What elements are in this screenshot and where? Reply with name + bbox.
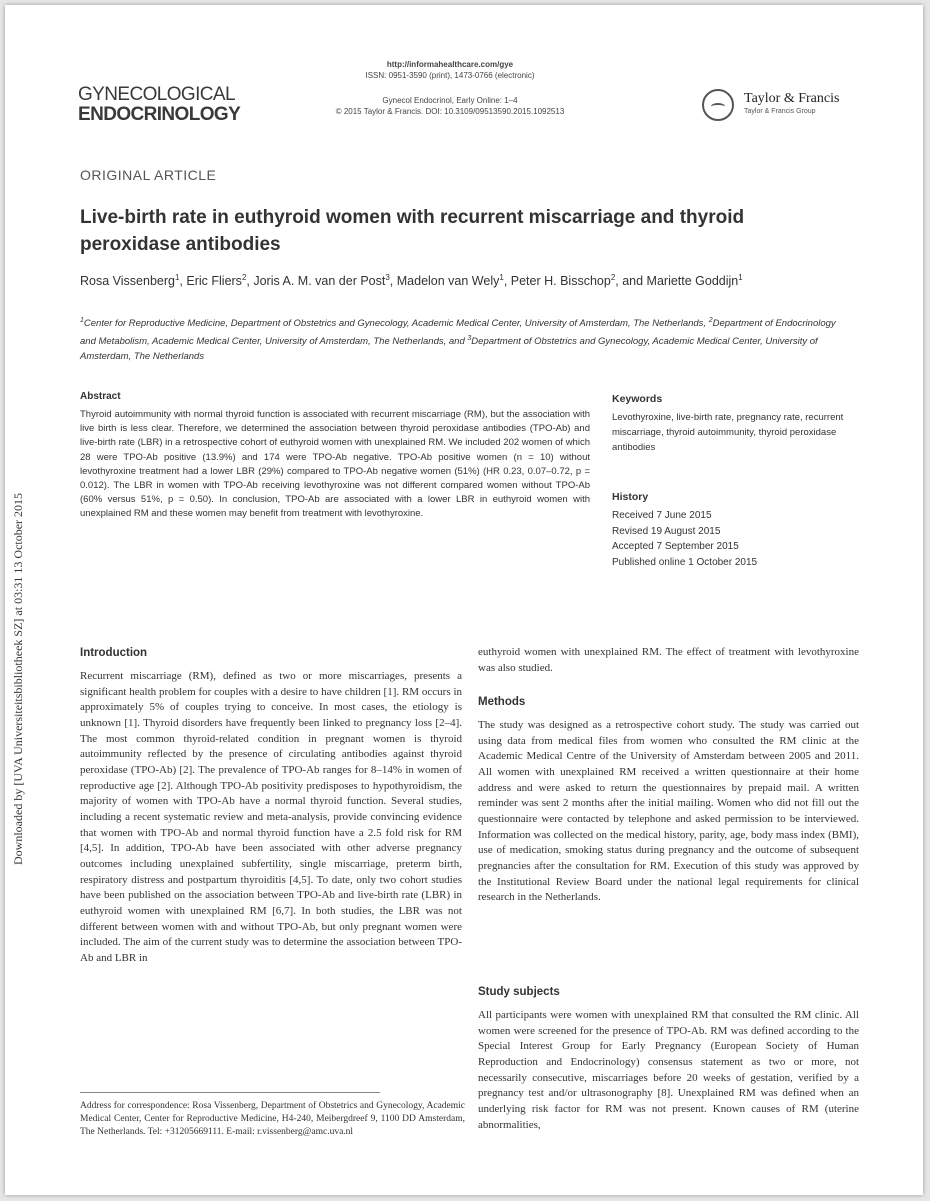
publisher-name: Taylor & Francis: [744, 91, 840, 106]
author-separator: ,: [389, 274, 397, 289]
author-name: Eric Fliers: [186, 274, 242, 289]
affiliation-marker: 2: [708, 317, 713, 324]
author-affiliation-marker: 1: [499, 273, 504, 282]
methods-text: The study was designed as a retrospective cohort study. The study was carried out using data from medical files from women who consulted the RM clinic at the Academic Medical Centre of the University of Amsterdam between 2005 and 2011. All women with unexplained RM received a written questionnaire at their home address and were asked to return the questionnaires by prepaid mail. A written reminder was sent 2 months after the initial mailing. Women who did not fill out the questionnaire were contacted by telephone and asked permission to be interviewed. Information was collected on the medical history, parity, age, body mass index (BMI), use of medication, smoking status during pregnancy and the outcome of subsequent pregnancies after the consultation for RM. Execution of this study was approved by the Institutional Review Board under the national legal requirements for clinical research in the Netherlands.: [478, 719, 859, 904]
journal-copyright: © 2015 Taylor & Francis. DOI: 10.3109/09513590.2015.1092513: [335, 107, 565, 116]
author-separator: ,: [246, 274, 254, 289]
author-affiliation-marker: 3: [385, 273, 390, 282]
publisher-emblem-icon: [702, 89, 734, 121]
journal-logo-line1: GYNECOLOGICAL: [78, 84, 235, 105]
study-subjects-text: All participants were women with unexplained RM that consulted the RM clinic. All women were screened for the presence of TPO-Ab. RM was defined according to the Special Interest Group for Early Pregnancy (European Society of Human Reproduction and Endocrinology) consensus statement as two or more, not necessarily consecutive, miscarriages before 20 weeks of gestation, verified by a pregnancy test and/or ultrasonography [8]. Unexplained RM was defined when an underlying risk factor for RM was not present. Known causes of RM (uterine abnormalities,: [478, 1009, 859, 1131]
author-name: Mariette Goddijn: [646, 274, 739, 289]
author-name: Joris A. M. van der Post: [253, 274, 386, 289]
methods-heading: Methods: [478, 696, 526, 708]
keywords-text: Levothyroxine, live-birth rate, pregnancy rate, recurrent miscarriage, thyroid autoimmunity, thyroid peroxidase antibodies: [612, 412, 844, 453]
author-affiliation-marker: 1: [174, 273, 180, 282]
introduction-heading: Introduction: [80, 647, 148, 659]
author-affiliation-marker: 2: [241, 273, 247, 282]
article-page: [5, 5, 923, 1195]
affiliation-marker: 1: [80, 317, 84, 324]
publisher-logo: [702, 89, 839, 121]
author-list: [80, 273, 880, 288]
article-title: Live-birth rate in euthyroid women with recurrent miscarriage and thyroid peroxidase antibodies: [80, 207, 745, 255]
introduction-continued: euthyroid women with unexplained RM. The effect of treatment with levothyroxine was also studied.: [478, 646, 859, 674]
history-list: [612, 508, 757, 570]
journal-info: [305, 59, 595, 117]
affiliation-marker: 3: [467, 335, 472, 343]
abstract-text: Thyroid autoimmunity with normal thyroid function is associated with recurrent miscarriage (RM), but the association with live birth is less clear. Therefore, we determined the association between thyroid peroxidase antibodies (TPO-Ab) and live-birth rate (LBR) in a retrospective cohort of euthyroid women with unexplained RM. We included 202 women of which 28 were TPO-Ab positive (13.9%) and 174 were TPO-Ab negative. TPO-Ab positive women (n = 10) without levothyroxine treatment had a lower LBR (29%) compared to TPO-Ab negative women (51%) (HR 0.23, 0.07–0.72, p = 0.012). The LBR in women with TPO-Ab receiving levothyroxine was not different compared women without TPO-Ab (60% versus 51%, p = 0.50). In conclusion, TPO-Ab are associated with a lower LBR in euthyroid women with unexplained RM and these women may benefit from treatment with levothyroxine.: [80, 409, 590, 520]
affiliation-2: Department of Endocrinology and Metabolism, Academic Medical Center, University of Amsterdam, The Netherlands, and: [80, 318, 836, 348]
download-notice: Downloaded by [UVA Universiteitsbibliotheek SZ] at 03:31 13 October 2015: [11, 492, 25, 865]
affiliations: [80, 313, 850, 364]
keywords-heading: Keywords: [612, 393, 663, 405]
footnote-divider: [80, 1092, 380, 1093]
correspondence-footnote: Address for correspondence: Rosa Vissenberg, Department of Obstetrics and Gynecology, Academic Medical Center, Center for Reproductive Medicine, H4-240, Meibergdreef 9, 1100 DD Amsterdam, The Netherlands. Tel: +31205669111. E-mail: r.vissenberg@amc.uva.nl: [80, 1101, 465, 1137]
affiliation-1: Center for Reproductive Medicine, Department of Obstetrics and Gynecology, Academic Medical Center, University of Amsterdam, The Netherlands,: [83, 318, 707, 330]
introduction-text: Recurrent miscarriage (RM), defined as two or more miscarriages, presents a significant health problem for couples with a desire to have children [1]. RM occurs in approximately 5% of couples trying to conceive. In most cases, the etiology is unknown [1]. Thyroid disorders have frequently been linked to pregnancy loss [2–4]. The most common thyroid-related condition in pregnant women is thyroid autoimmunity reflected by the presence of circulating antibodies against thyroid peroxidase (TPO-Ab) [2]. The prevalence of TPO-Ab ranges for 8–14% in women of reproductive age [2]. Although TPO-Ab positivity predisposes to hypothyroidism, the majority of women with TPO-Ab have a normal thyroid function. Several studies, including a recent systematic review and meta-analysis, provide convincing evidence that women with TPO-Ab and normal thyroid function have a 2.5 fold risk for RM [4,5]. In addition, TPO-Ab have been associated with other adverse pregnancy outcomes including unexplained subfertility, single miscarriage, preterm birth, respiratory distress and postpartum thyroiditis [4,5]. To date, only two cohort studies have been published on the association between TPO-Ab and live-birth rate (LBR) in euthyroid women with unexplained RM [6,7]. In both studies, the LBR was not different between women with and without TPO-Ab, but only pregnant women were included. The aim of the current study was to determine the association between TPO-Ab and LBR in: [80, 670, 462, 964]
abstract-heading: Abstract: [80, 391, 121, 402]
journal-logo: [78, 85, 240, 125]
publisher-group: Taylor & Francis Group: [744, 108, 816, 115]
history-accepted: Accepted 7 September 2015: [612, 541, 739, 552]
history-heading: History: [612, 491, 649, 503]
author-separator: ,: [503, 274, 511, 289]
affiliation-3: Department of Obstetrics and Gynecology, Academic Medical Center, University of Amsterdam, The Netherlands: [80, 336, 818, 363]
author-separator: , and: [615, 274, 647, 289]
author-name: Rosa Vissenberg: [80, 274, 175, 289]
journal-issn: ISSN: 0951-3590 (print), 1473-0766 (electronic): [365, 71, 535, 80]
history-received: Received 7 June 2015: [612, 510, 712, 521]
history-revised: Revised 19 August 2015: [612, 525, 721, 537]
author-name: Peter H. Bisschop: [510, 274, 611, 289]
history-published: Published online 1 October 2015: [612, 556, 758, 568]
author-affiliation-marker: 1: [738, 273, 743, 282]
study-subjects-heading: Study subjects: [478, 986, 560, 998]
author-affiliation-marker: 2: [610, 273, 616, 282]
journal-citation: Gynecol Endocrinol, Early Online: 1–4: [382, 96, 518, 105]
article-type: ORIGINAL ARTICLE: [80, 167, 217, 183]
journal-url[interactable]: http://informahealthcare.com/gye: [386, 60, 514, 69]
journal-logo-line2: ENDOCRINOLOGY: [78, 104, 241, 125]
author-separator: ,: [179, 274, 187, 289]
author-name: Madelon van Wely: [396, 274, 500, 289]
